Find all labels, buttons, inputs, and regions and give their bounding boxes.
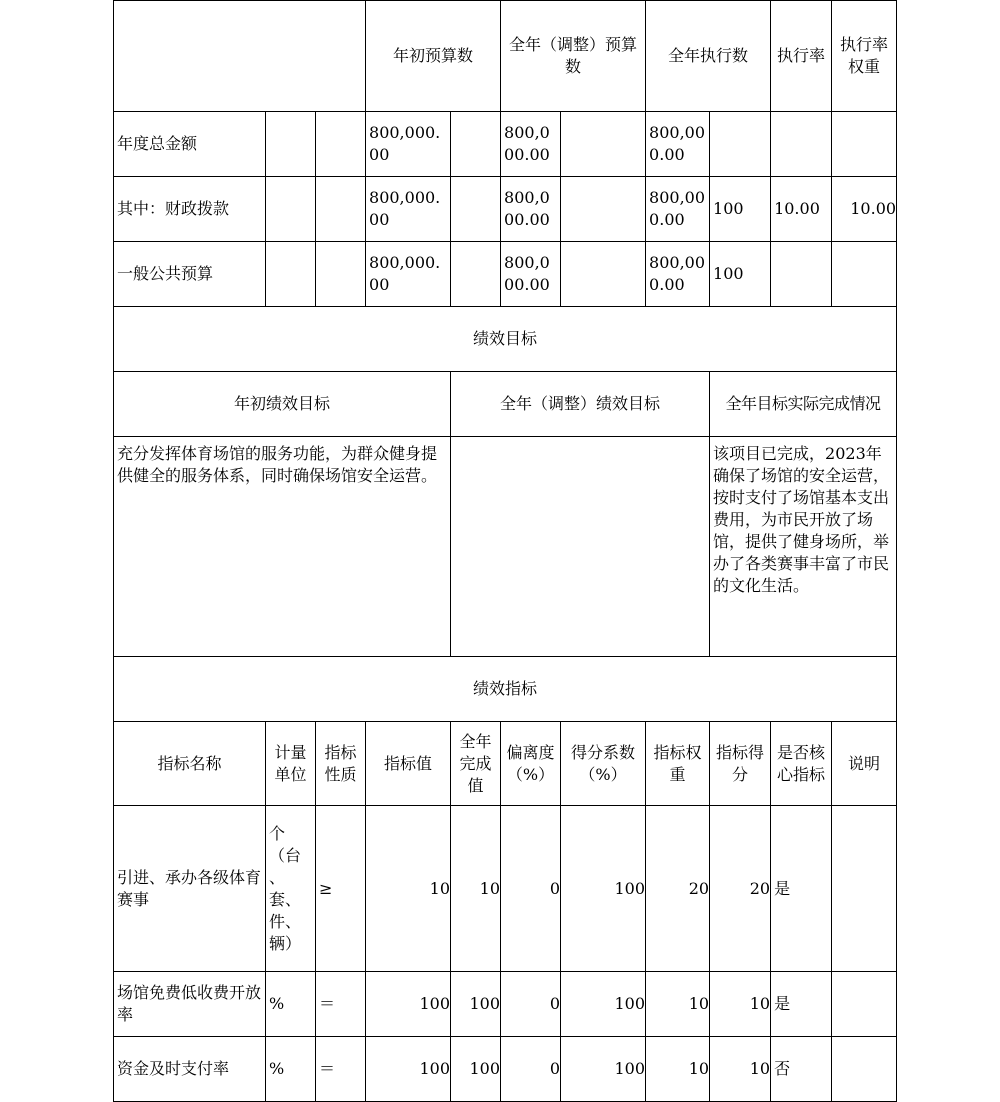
budget-rate-value [710,112,771,177]
indicator-row [114,1037,897,1102]
indicator-core: 否 [771,1037,832,1102]
budget-adjusted-value: 800,000.00 [501,242,561,307]
goals-header-adjusted: 全年（调整）绩效目标 [451,372,710,437]
indicator-nature: ≥ [316,806,366,972]
budget-adjusted-value: 800,000.00 [501,112,561,177]
budget-header-row [114,1,897,112]
goals-initial-text: 充分发挥体育场馆的服务功能，为群众健身提供健全的服务体系，同时确保场馆安全运营。 [114,437,451,657]
indicator-value: 100 [366,972,451,1037]
goals-header-row [114,372,897,437]
indicator-header-completed: 全年完成值 [451,722,501,806]
indicator-header-core: 是否核心指标 [771,722,832,806]
indicator-header-unit: 计量单位 [266,722,316,806]
empty-cell [451,177,501,242]
indicator-nature: ＝ [316,972,366,1037]
indicator-completed: 100 [451,972,501,1037]
empty-cell [266,177,316,242]
budget-row-fiscal [114,177,897,242]
budget-actual-value: 800,000.00 [646,112,710,177]
indicator-value: 100 [366,1037,451,1102]
indicator-name: 资金及时支付率 [114,1037,266,1102]
budget-adjusted-value: 800,000.00 [501,177,561,242]
goals-header-actual: 全年目标实际完成情况 [710,372,897,437]
indicator-deviation: 0 [501,972,561,1037]
indicator-header-deviation: 偏离度（%） [501,722,561,806]
indicator-score: 10 [710,1037,771,1102]
indicator-header-weight: 指标权重 [646,722,710,806]
goals-header-initial: 年初绩效目标 [114,372,451,437]
budget-score-value [832,242,897,307]
budget-actual-value: 800,000.00 [646,177,710,242]
empty-cell [316,112,366,177]
indicator-note [832,1037,897,1102]
indicator-unit: % [266,972,316,1037]
empty-cell [266,242,316,307]
budget-score-value [832,112,897,177]
budget-weight-value: 10.00 [771,177,832,242]
indicator-header-note: 说明 [832,722,897,806]
empty-cell [316,242,366,307]
empty-cell [266,112,316,177]
header-rate-weight: 执行率权重 [832,1,897,112]
budget-row-general [114,242,897,307]
indicator-weight: 10 [646,1037,710,1102]
goals-actual-text: 该项目已完成，2023年确保了场馆的安全运营，按时支付了场馆基本支出费用，为市民开放了场馆，提供了健身场所，举办了各类赛事丰富了市民的文化生活。 [710,437,897,657]
header-initial-budget: 年初预算数 [366,1,501,112]
empty-cell [561,112,646,177]
indicator-row [114,806,897,972]
indicator-name: 引进、承办各级体育赛事 [114,806,266,972]
budget-rate-value: 100 [710,177,771,242]
empty-cell [561,242,646,307]
empty-cell [451,112,501,177]
indicator-core: 是 [771,806,832,972]
budget-row-label: 一般公共预算 [114,242,266,307]
budget-initial-value: 800,000.00 [366,177,451,242]
indicator-header-name: 指标名称 [114,722,266,806]
goals-adjusted-text [451,437,710,657]
indicator-nature: ＝ [316,1037,366,1102]
indicator-weight: 10 [646,972,710,1037]
budget-actual-value: 800,000.00 [646,242,710,307]
budget-score-value: 10.00 [832,177,897,242]
indicator-deviation: 0 [501,1037,561,1102]
indicator-name: 场馆免费低收费开放率 [114,972,266,1037]
indicator-core: 是 [771,972,832,1037]
indicator-score: 20 [710,806,771,972]
budget-row-label: 年度总金额 [114,112,266,177]
header-adjusted-budget: 全年（调整）预算数 [501,1,646,112]
goals-content-row [114,437,897,657]
indicator-unit: % [266,1037,316,1102]
budget-initial-value: 800,000.00 [366,112,451,177]
budget-weight-value [771,242,832,307]
goals-section-row [114,307,897,372]
budget-row-total [114,112,897,177]
indicator-unit: 个（台、套、件、辆） [266,806,316,972]
indicators-section-row [114,657,897,722]
evaluation-table [113,0,897,1102]
indicator-header-nature: 指标性质 [316,722,366,806]
empty-cell [451,242,501,307]
empty-cell [561,177,646,242]
indicator-header-coefficient: 得分系数（%） [561,722,646,806]
budget-weight-value [771,112,832,177]
budget-row-label: 其中：财政拨款 [114,177,266,242]
indicator-coefficient: 100 [561,1037,646,1102]
header-actual: 全年执行数 [646,1,771,112]
indicator-completed: 100 [451,1037,501,1102]
empty-cell [316,177,366,242]
indicator-weight: 20 [646,806,710,972]
indicator-header-value: 指标值 [366,722,451,806]
budget-initial-value: 800,000.00 [366,242,451,307]
header-rate: 执行率 [771,1,832,112]
indicator-note [832,972,897,1037]
budget-rate-value: 100 [710,242,771,307]
indicator-coefficient: 100 [561,806,646,972]
indicator-header-row [114,722,897,806]
header-blank-cell [114,1,366,112]
indicator-note [832,806,897,972]
indicator-score: 10 [710,972,771,1037]
indicator-row [114,972,897,1037]
indicator-coefficient: 100 [561,972,646,1037]
performance-evaluation-sheet [113,0,897,1078]
indicator-value: 10 [366,806,451,972]
indicators-section-title: 绩效指标 [114,657,897,722]
indicator-header-score: 指标得分 [710,722,771,806]
goals-section-title: 绩效目标 [114,307,897,372]
indicator-deviation: 0 [501,806,561,972]
indicator-completed: 10 [451,806,501,972]
